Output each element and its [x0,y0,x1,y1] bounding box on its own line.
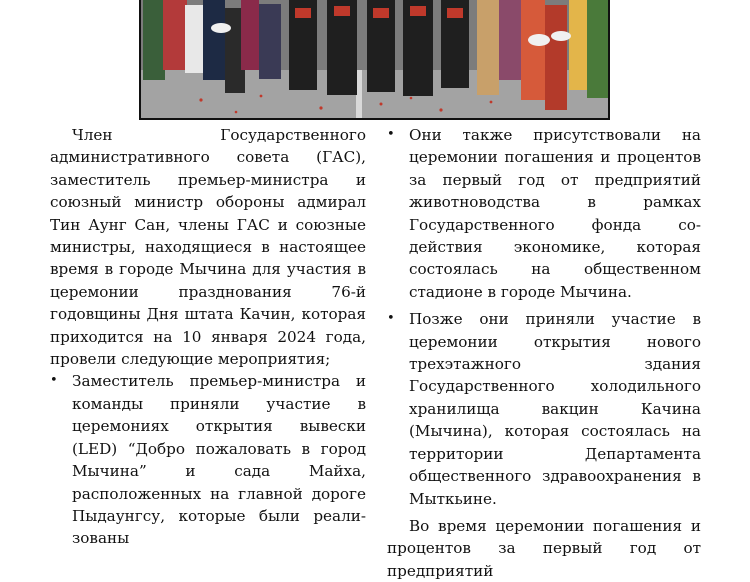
ceremony-photo [139,0,610,120]
bullet-icon: • [387,311,395,327]
crowd-procession-image [141,0,608,118]
bullet-text: Позже они приняли участие в церемонии открытия нового трехэтажного здания Государственного холодильного хранилища вакцин Качина (Мычина), которая состоялась на территории Департамента общественного здравоохранения в Мыткьине. [409,310,701,508]
bullet-item [387,308,701,510]
right-column [387,124,701,582]
bullet-icon: • [387,127,395,142]
bullet-item [387,124,701,303]
left-column [50,124,366,555]
article-intro-paragraph: Член Государственного административного совета (ГАС), заместитель премьер-министра и союзный министр обороны адмирал Тин Аунг Сан, члены ГАС и союзные министры, находящиеся в настоящее время в городе Мычина для участия в церемонии празднования 76-й годовщины Дня штата Качин, которая приходится на 10 января 2024 года, провели следующие мероприятия; [50,126,366,369]
bullet-item [50,370,366,549]
bullet-icon: • [50,373,58,389]
bullet-text: Они также присутствовали на церемонии погашения и процентов за первый год от предприятий животноводства в рамках Государственного фонда содействия экономике, которая состоялась на общественном стадионе в городе Мычина. [409,126,701,301]
closing-paragraph: Во время церемонии погашения и процентов за первый год от предприятий [387,516,701,580]
bullet-text: Заместитель премьер-министра и команды приняли участие в церемониях открытия вывески (LED) “Добро пожаловать в город Мычина” и сада Майха, расположенных на главной дороге Пыдаунгсу, которые были реализованы [72,372,366,548]
